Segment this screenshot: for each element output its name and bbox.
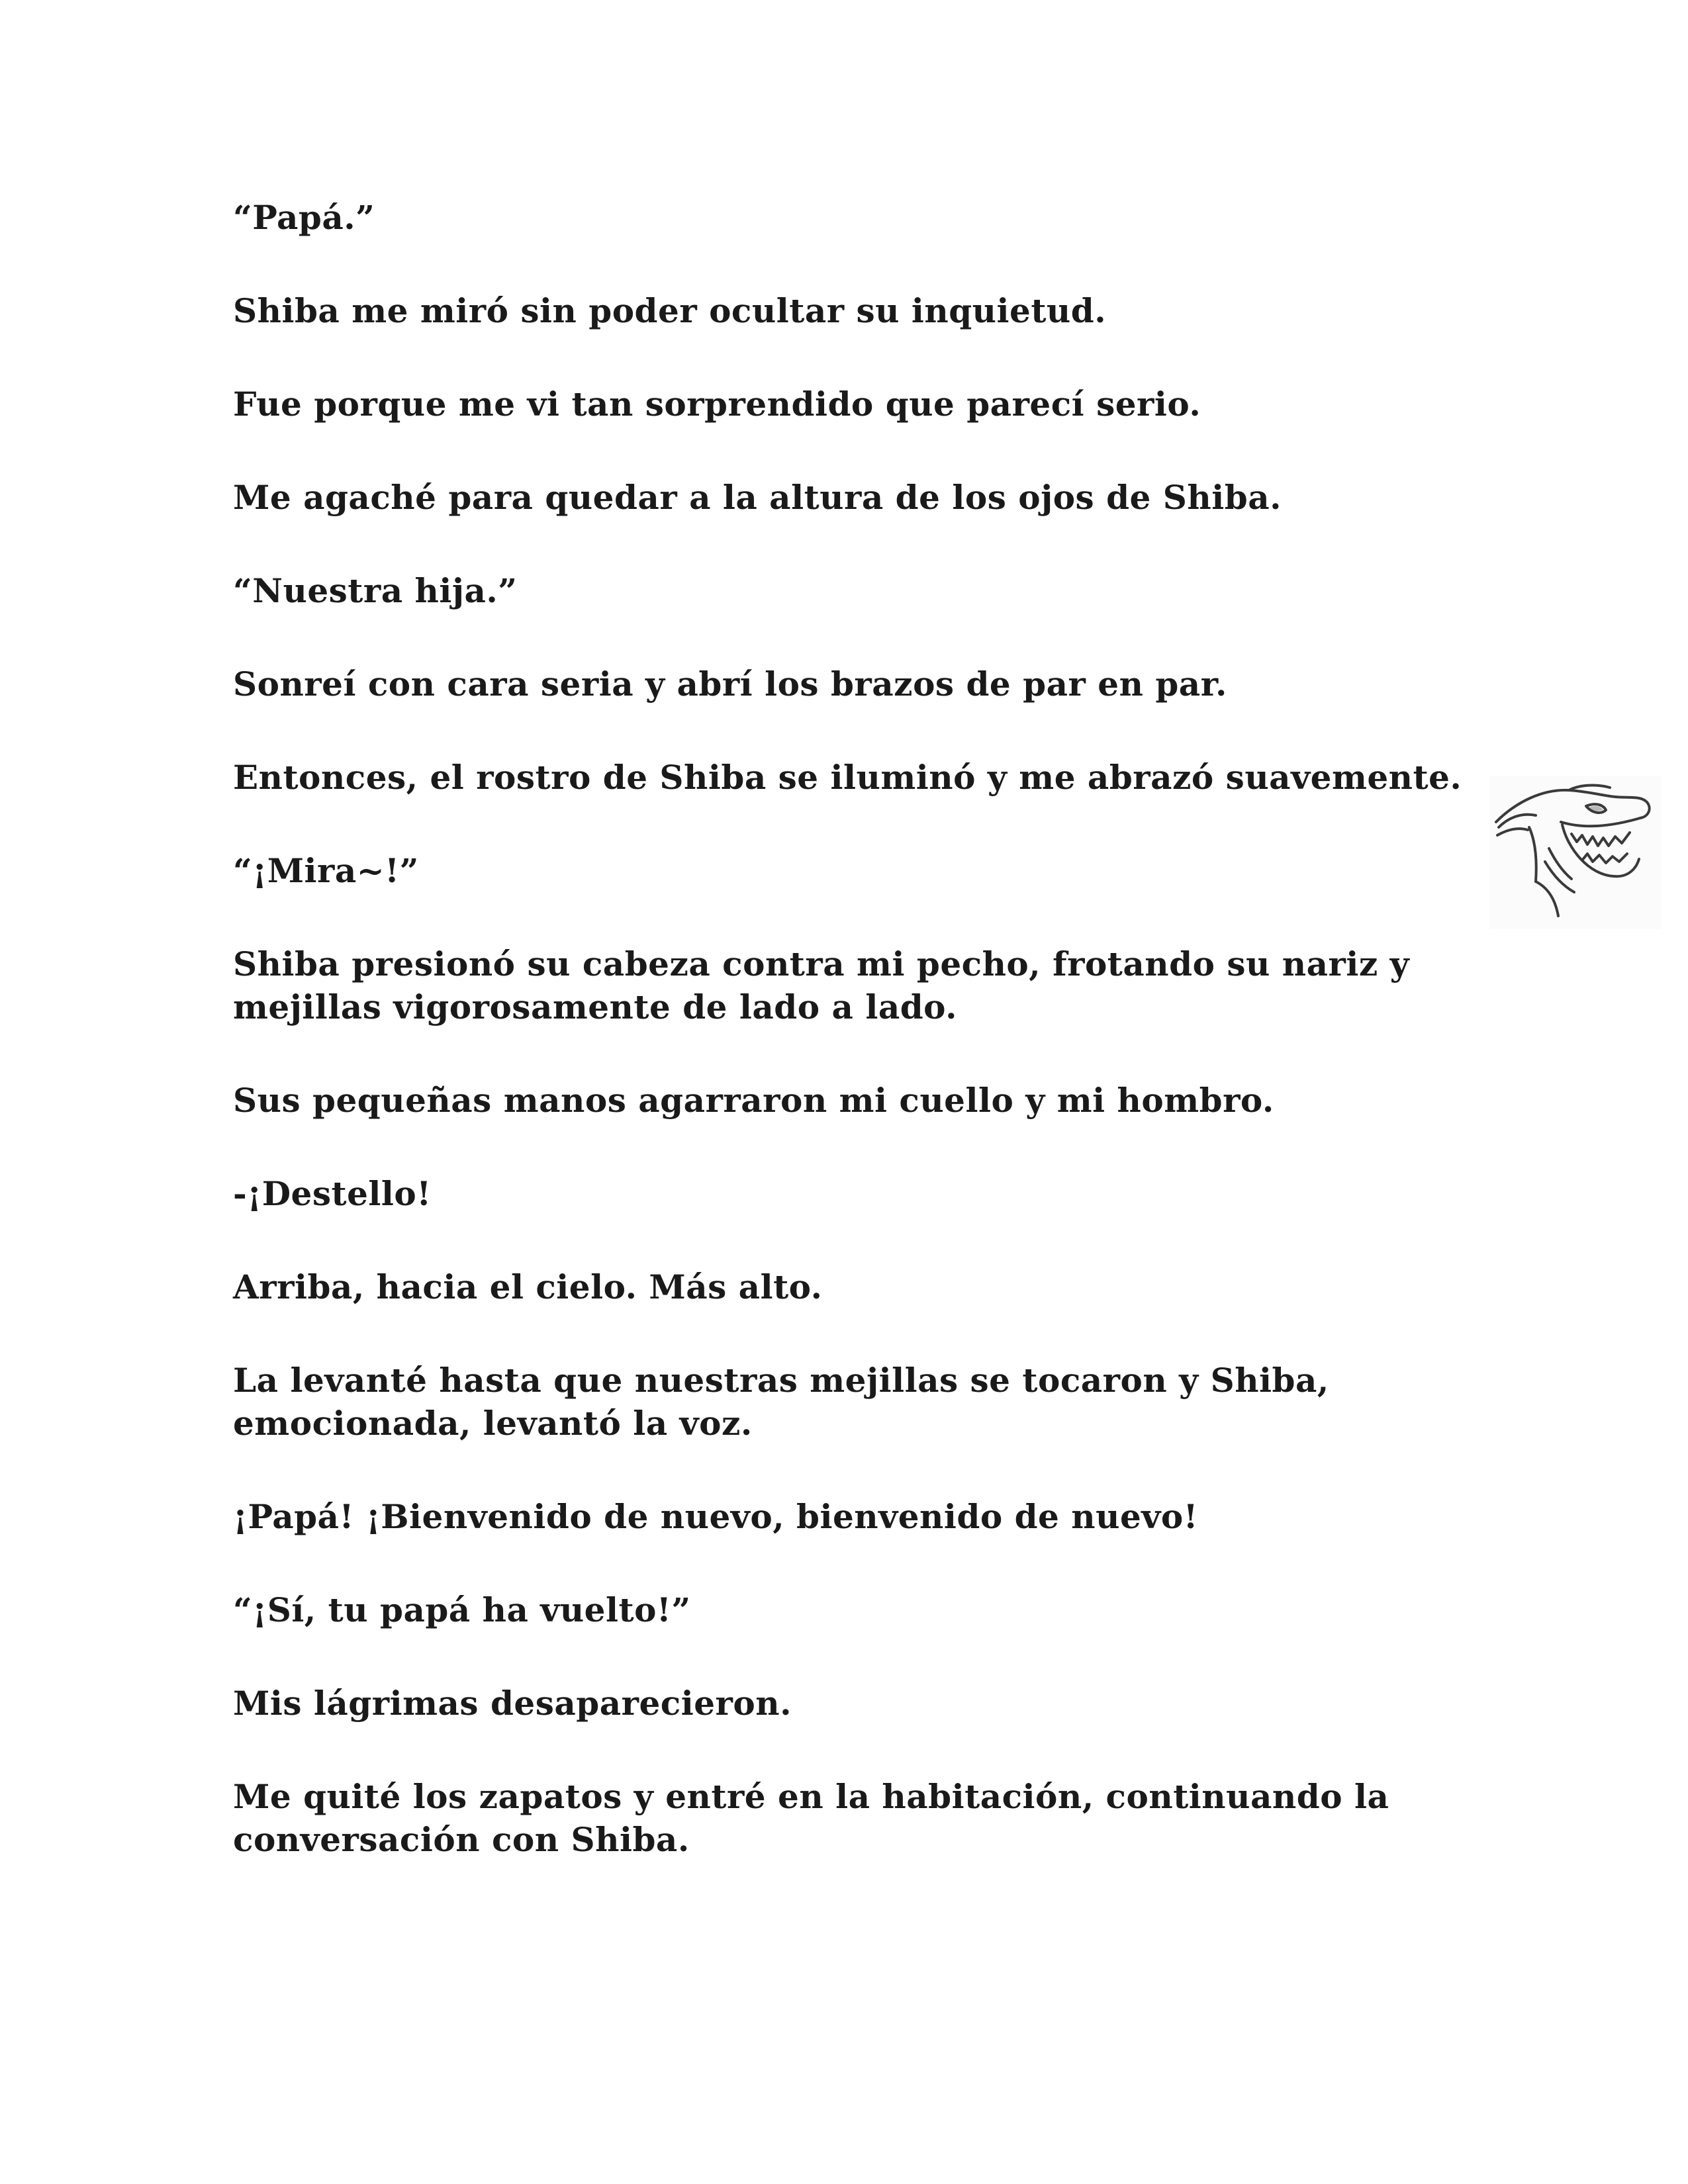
paragraph: Entonces, el rostro de Shiba se iluminó y me abrazó suavemente.	[233, 758, 1462, 797]
dinosaur-head-icon	[1489, 776, 1662, 929]
paragraph: Mis lágrimas desaparecieron.	[233, 1684, 792, 1723]
paragraph: Sus pequeñas manos agarraron mi cuello y mi hombro.	[233, 1081, 1274, 1120]
dinosaur-logo	[1489, 776, 1662, 929]
paragraph: Arriba, hacia el cielo. Más alto.	[233, 1267, 823, 1306]
paragraph: “¡Sí, tu papá ha vuelto!”	[233, 1590, 691, 1629]
paragraph: Fue porque me vi tan sorprendido que parecí serio.	[233, 385, 1201, 424]
paragraph: Shiba me miró sin poder ocultar su inquietud.	[233, 291, 1107, 330]
story-text	[233, 196, 1464, 1911]
paragraph: “Papá.”	[233, 198, 375, 237]
paragraph: Sonreí con cara seria y abrí los brazos de par en par.	[233, 664, 1227, 704]
paragraph: La levanté hasta que nuestras mejillas se tocaron y Shiba, emocionada, levantó la voz.	[233, 1361, 1329, 1443]
paragraph: “¡Mira~!”	[233, 851, 419, 890]
paragraph: -¡Destello!	[233, 1174, 432, 1213]
paragraph: “Nuestra hija.”	[233, 571, 518, 610]
paragraph: ¡Papá! ¡Bienvenido de nuevo, bienvenido de nuevo!	[233, 1497, 1199, 1536]
paragraph: Me agaché para quedar a la altura de los ojos de Shiba.	[233, 478, 1282, 517]
paragraph: Me quité los zapatos y entré en la habitación, continuando la conversación con Shiba.	[233, 1777, 1389, 1859]
paragraph: Shiba presionó su cabeza contra mi pecho, frotando su nariz y mejillas vigorosamente de lado a lado.	[233, 944, 1410, 1026]
